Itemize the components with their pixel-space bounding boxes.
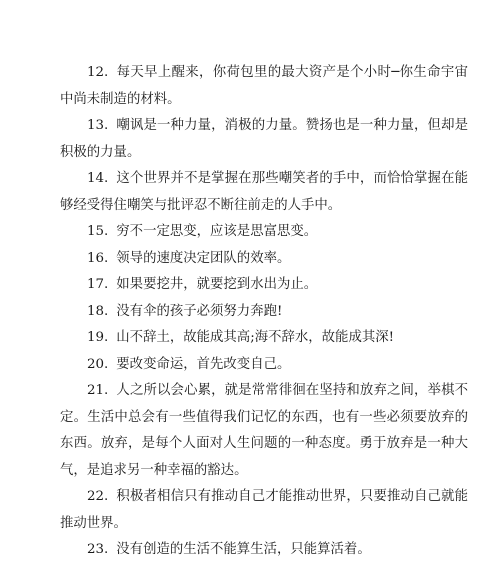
quote-number: 22. [87,489,109,504]
quote-number: 16. [87,250,109,266]
quote-number: 14. [87,171,109,186]
quote-text: 要改变命运，首先改变自己。 [116,356,291,372]
quote-text: 山不辞土，故能成其高;海不辞水，故能成其深! [116,330,395,345]
quote-text: 这个世界并不是掌握在那些嘲笑者的手中，而恰恰掌握在能够经受得住嘲笑与批评忍不断往前走的人手中。 [60,171,468,213]
quote-number: 15. [87,224,109,239]
quote-text: 穷不一定思变，应该是思富思变。 [116,224,318,239]
quote-item [60,378,468,484]
quote-item [60,352,468,379]
quote-list [60,60,468,564]
quote-number: 19. [87,330,109,345]
quote-item [60,219,468,246]
quote-text: 如果要挖井，就要挖到水出为止。 [116,277,318,292]
quote-text: 没有伞的孩子必须努力奔跑! [116,303,283,319]
quote-text: 嘲讽是一种力量，消极的力量。赞扬也是一种力量，但却是积极的力量。 [60,118,468,160]
quote-item [60,299,468,326]
quote-text: 每天早上醒来，你荷包里的最大资产是个小时─你生命宇宙中尚未制造的材料。 [60,65,468,107]
quote-number: 12. [87,65,109,80]
quote-item [60,484,468,537]
quote-number: 23. [87,542,109,557]
quote-item [60,60,468,113]
quote-number: 20. [87,356,109,372]
quote-item [60,537,468,564]
quote-item [60,166,468,219]
quote-text: 积极者相信只有推动自己才能推动世界，只要推动自己就能推动世界。 [60,489,468,531]
quote-item [60,113,468,166]
quote-number: 17. [87,277,109,292]
quote-number: 18. [87,303,109,319]
quote-number: 21. [87,383,109,398]
quote-item [60,325,468,352]
quote-text: 人之所以会心累，就是常常徘徊在坚持和放弃之间，举棋不定。生活中总会有一些值得我们记忆的东西，也有一些必须要放弃的东西。放弃，是每个人面对人生问题的一种态度。勇于放弃是一种大气，是追求另一种幸福的豁达。 [60,383,468,478]
quote-item [60,246,468,273]
quote-number: 13. [87,118,109,133]
quote-item [60,272,468,299]
quote-text: 领导的速度决定团队的效率。 [116,250,291,266]
quote-text: 没有创造的生活不能算生活，只能算活着。 [116,542,371,557]
